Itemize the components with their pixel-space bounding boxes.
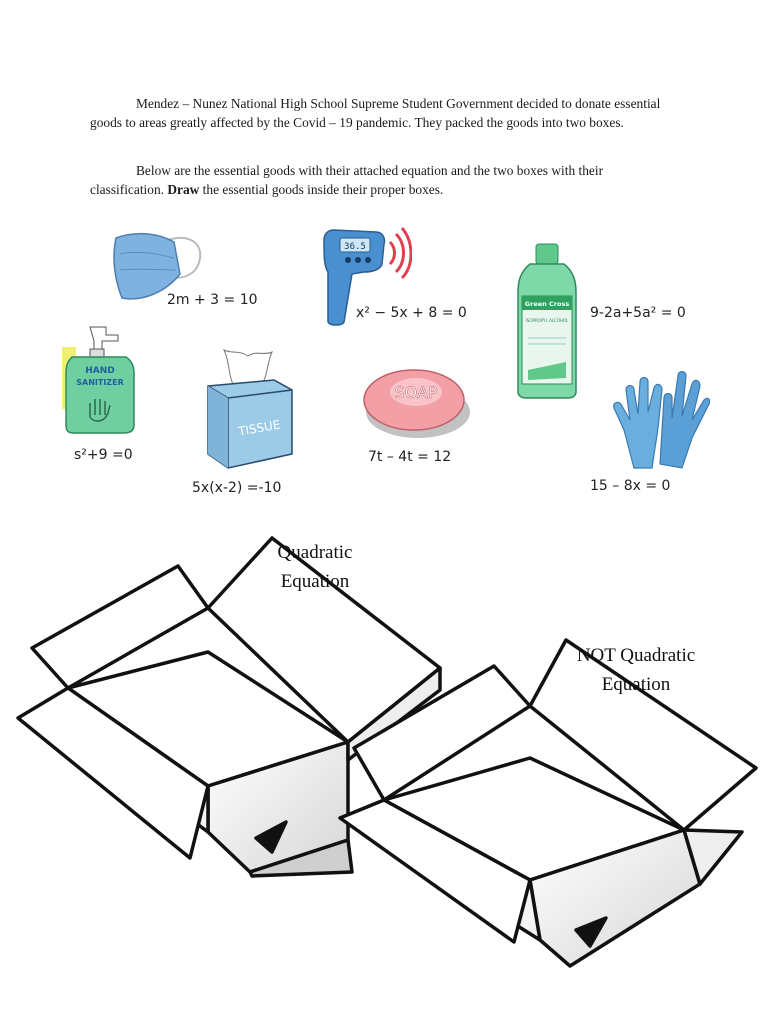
thermometer-reading: 36.5 [344,242,366,252]
boxes-illustration [0,520,768,1000]
quadratic-box-label [250,538,380,596]
hand-sanitizer-icon [60,325,136,435]
quadratic-label-line2: Equation [280,571,350,592]
equation-hand-sanitizer: s²+9 =0 [74,447,133,463]
alcohol-brand-label: Green Cross [524,300,570,308]
instruction-paragraph [90,161,675,199]
not-quadratic-label-line2: Equation [601,674,671,695]
equation-thermometer: x² − 5x + 8 = 0 [356,305,467,321]
alcohol-label-text: ISOPROPYL ALCOHOL [525,318,569,323]
soap-icon [362,362,474,442]
tissue-label-text: TISSUE [237,417,282,439]
tissue-box-icon [204,346,296,472]
equation-alcohol: 9-2a+5a² = 0 [590,305,686,321]
gloves-icon [604,368,710,472]
equation-face-mask: 2m + 3 = 10 [167,292,258,308]
equation-tissue: 5x(x-2) =-10 [192,480,282,496]
not-quadratic-box-label [558,641,714,699]
instruction-text-end: the essential goods inside their proper boxes. [199,182,444,197]
instruction-bold-word: Draw [167,182,200,197]
equation-gloves: 15 – 8x = 0 [590,478,671,494]
quadratic-label-line1: Quadratic [277,542,353,563]
not-quadratic-label-line1: NOT Quadratic [576,645,696,666]
soap-label-text: SOAP [394,383,438,402]
sanitizer-label-bottom: SANITIZER [76,378,124,387]
equation-soap: 7t – 4t = 12 [368,449,452,465]
sanitizer-label-top: HAND [85,366,115,376]
instruction-text-start: Below are the essential goods with their attached equation and the two boxes with their classification. [90,163,604,197]
intro-paragraph: Mendez – Nunez National High School Supreme Student Government decided to donate essential goods to areas greatly affected by the Covid – 19 pandemic. They packed the goods into two boxes. [90,96,661,130]
alcohol-bottle-icon [516,242,578,400]
